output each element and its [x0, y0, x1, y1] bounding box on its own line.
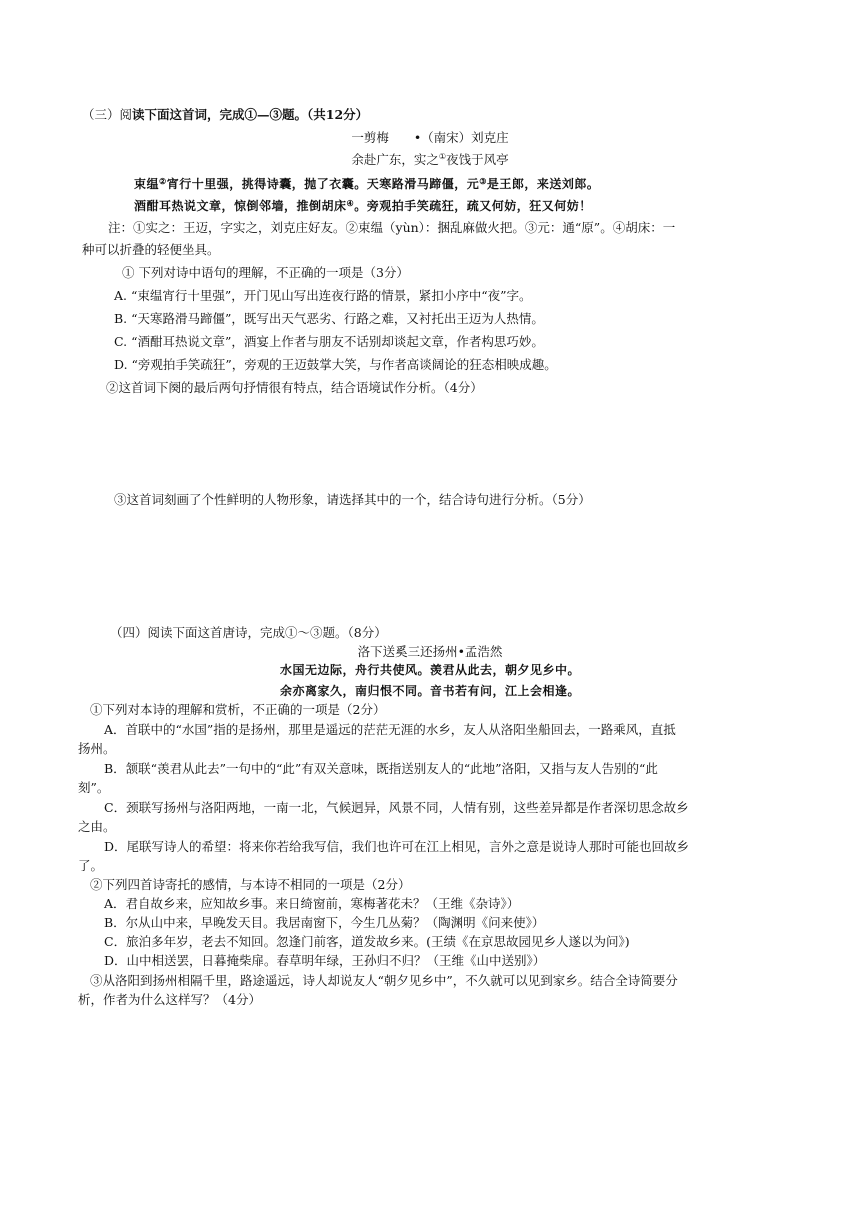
s3-question-2: ②这首词下阕的最后两句抒情很有特点，结合语境试作分析。（4分）	[106, 380, 483, 395]
s4-q1-option-a-line2: 扬州。	[78, 741, 116, 756]
ci-preface: 余赴广东，实之①夜饯于风亭	[351, 152, 509, 167]
section3-heading	[82, 106, 368, 124]
s4-q1-option-b-line2: 刻”。	[78, 780, 110, 795]
s3-q1-option-b: B. “天寒路滑马蹄僵”，既写出天气恶劣、行路之难，又衬托出王迈为人热情。	[114, 311, 544, 326]
tang-poem-line2: 余亦离家久，南归恨不同。音书若有问，江上会相逢。	[279, 684, 580, 698]
s4-question-3-line1: ③从洛阳到扬州相隔千里，路途遥远，诗人却说友人“朝夕见乡中”，不久就可以见到家乡。结合全诗简要分	[90, 973, 678, 988]
tang-poem-line1: 水国无边际，舟行共使风。羡君从此去，朝夕见乡中。	[279, 663, 580, 677]
ci-note-line2: 种可以折叠的轻便坐具。	[82, 242, 220, 257]
section3-heading-prefix: （三）阅	[82, 107, 133, 122]
s4-q1-option-a-line1: A．首联中的“水国”指的是扬州，那里是遥远的茫茫无涯的水乡，友人从洛阳坐船回去，一路乘风，直抵	[104, 722, 676, 737]
s4-q2-option-a: A．君自故乡来，应知故乡事。来日绮窗前，寒梅著花未？（王维《杂诗》）	[104, 896, 520, 911]
section3-heading-bold: 读下面这首词，完成①—③题。（共12分）	[132, 107, 369, 122]
s4-q1-option-d-line1: D．尾联写诗人的希望：将来你若给我写信，我们也许可在江上相见，言外之意是说诗人那时可能也回故乡	[104, 839, 690, 854]
s4-q2-option-b: B．尔从山中来，早晚发天目。我居南窗下，今生几丛菊？（陶渊明《问来使》）	[104, 915, 545, 930]
ci-title: 一剪梅 •（南宋）刘克庄	[351, 130, 509, 145]
s4-q1-option-c-line1: C．颈联写扬州与洛阳两地，一南一北，气候迥异，风景不同，人情有别，这些差异都是作者深切思念故乡	[104, 800, 689, 815]
s4-q2-option-c: C．旅泊多年岁，老去不知回。忽逢门前客，道发故乡来。(王绩《在京思故园见乡人遂以为问》)	[104, 934, 630, 949]
ci-note-line1: 注：①实之：王迈，字实之，刘克庄好友。②束缊（yùn）：捆乱麻做火把。③元：通“原”。④胡床：一	[108, 220, 676, 235]
tang-poem-title: 洛下送奚三还扬州•孟浩然	[357, 644, 503, 659]
section4-heading: （四）阅读下面这首唐诗，完成①～③题。（8分）	[110, 625, 387, 640]
s3-q1-option-a: A. “束缊宵行十里强”，开门见山写出连夜行路的情景，紧扣小序中“夜”字。	[114, 288, 532, 303]
s4-question-3-line2: 析，作者为什么这样写？（4分）	[78, 992, 261, 1007]
s3-q1-option-d: D. “旁观拍手笑疏狂”，旁观的王迈鼓掌大笑，与作者高谈阔论的狂态相映成趣。	[114, 357, 557, 372]
ci-poem-line2: 酒酣耳热说文章，惊倒邻墙，推倒胡床④。旁观拍手笑疏狂，疏又何妨，狂又何妨！	[134, 198, 592, 213]
s4-q1-option-b-line1: B．颔联“羡君从此去”一句中的“此”有双关意味，既指送别友人的“此地”洛阳，又指与友人告别的“此	[104, 761, 658, 776]
s3-question-3: ③这首词刻画了个性鲜明的人物形象，请选择其中的一个，结合诗句进行分析。（5分）	[114, 492, 591, 507]
s4-q2-option-d: D．山中相送罢，日暮掩柴扉。春草明年绿，王孙归不归？（王维《山中送别》）	[104, 953, 546, 968]
s4-question-1: ①下列对本诗的理解和赏析，不正确的一项是（2分）	[90, 702, 386, 717]
s4-question-2: ②下列四首诗寄托的感情，与本诗不相同的一项是（2分）	[90, 877, 411, 892]
s4-q1-option-c-line2: 之由。	[78, 819, 116, 834]
s3-q1-option-c: C. “酒酣耳热说文章”，酒宴上作者与朋友不话别却谈起文章，作者构思巧妙。	[114, 334, 544, 349]
s3-question-1: ① 下列对诗中语句的理解，不正确的一项是（3分）	[122, 265, 409, 280]
s4-q1-option-d-line2: 了。	[78, 858, 104, 873]
ci-poem-line1: 束缊②宵行十里强，挑得诗囊，抛了衣囊。天寒路滑马蹄僵，元③是王郎，来送刘郎。	[134, 176, 600, 191]
